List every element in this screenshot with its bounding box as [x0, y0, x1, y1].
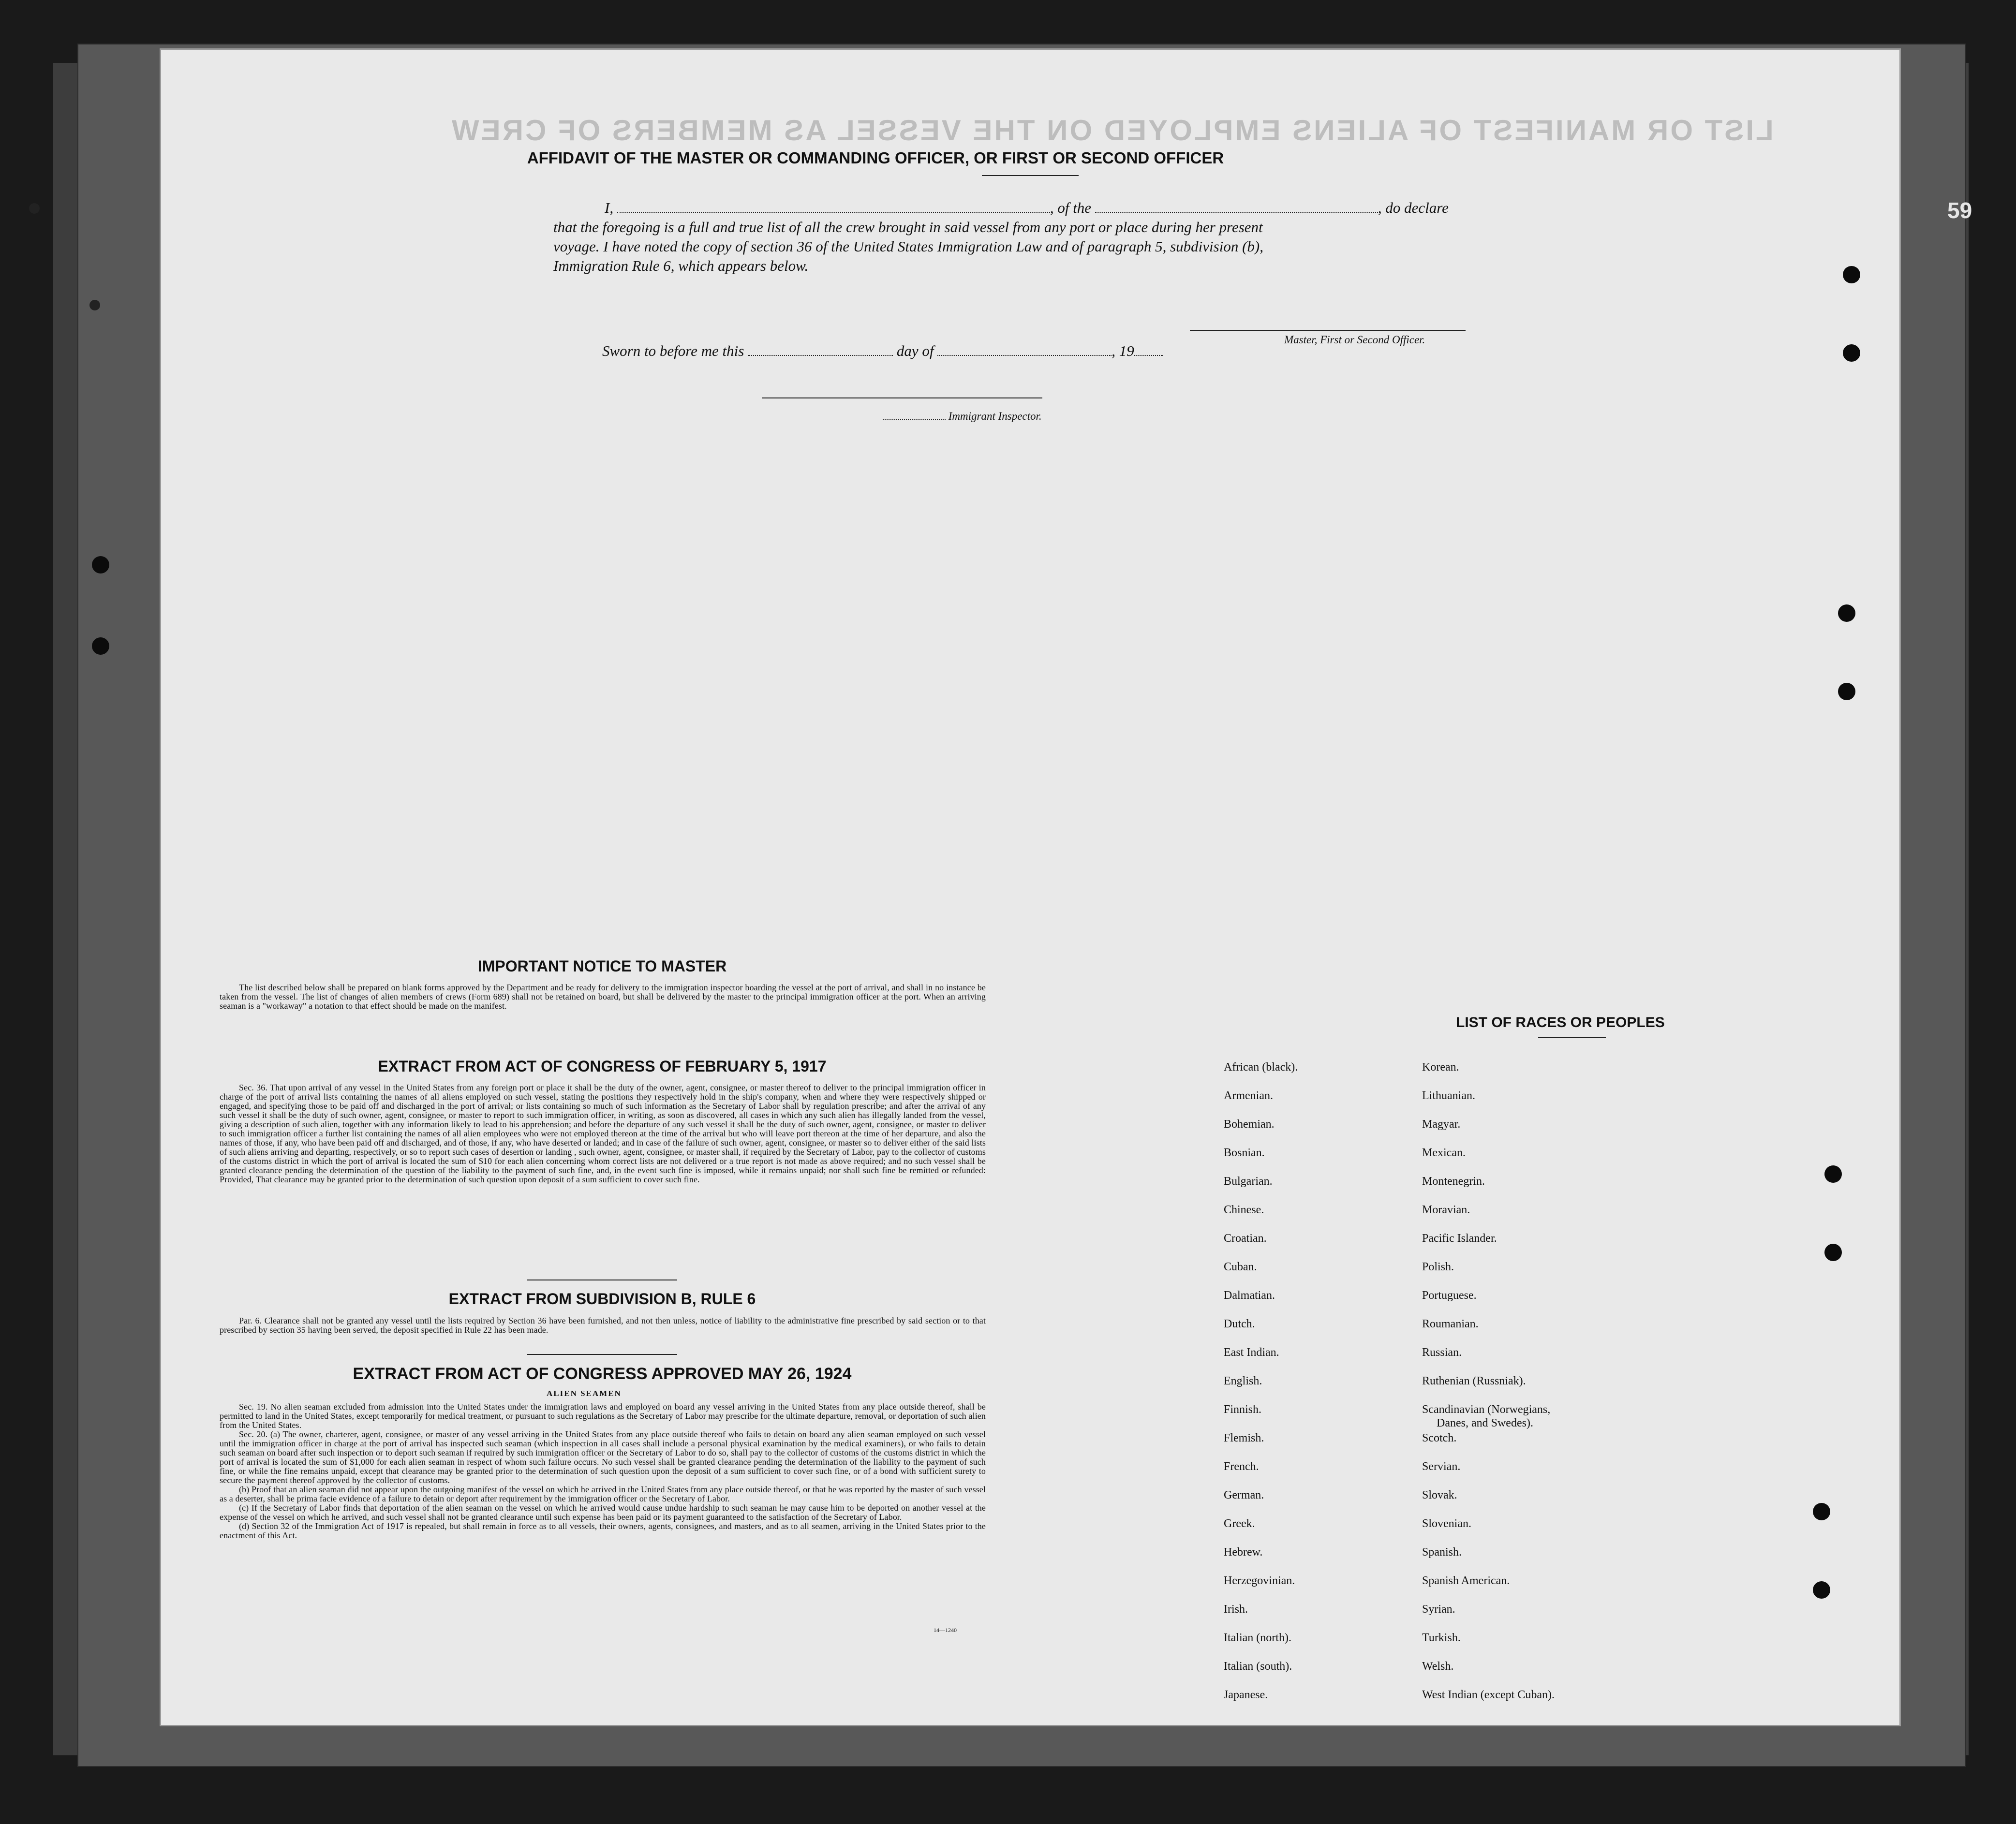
- extract-rule6-text: Par. 6. Clearance shall not be granted any vessel until the lists required by Section 36 have been furnished, and not then unless, notice of liability to the administrative fine prescribed by said section or to that prescribed by section 35 having been served, the deposit specified in Rule 22 has been made.: [220, 1316, 986, 1335]
- binder-hole: [1824, 1244, 1842, 1261]
- race-item: Welsh.: [1422, 1660, 1454, 1673]
- race-item: Portuguese.: [1422, 1289, 1477, 1302]
- race-item: Bohemian.: [1224, 1118, 1275, 1131]
- race-item: Magyar.: [1422, 1118, 1461, 1131]
- race-item: Pacific Islander.: [1422, 1232, 1497, 1245]
- notice-title: IMPORTANT NOTICE TO MASTER: [477, 957, 727, 975]
- binder-hole: [1843, 344, 1860, 362]
- notice-text: The list described below shall be prepared on blank forms approved by the Department and be ready for delivery to the immigration inspector boarding the vessel at the port of arrival, and shall in no instance be taken from the vessel. The list of changes of alien members of crews (Form 689) shall not be retained on board, but shall be delivered by the master to the principal immigration officer at the port. When an arriving seaman is a "workaway" a notation to that effect should be made on the manifest.: [220, 983, 986, 1011]
- extract-1917-title: EXTRACT FROM ACT OF CONGRESS OF FEBRUARY 5, 1917: [378, 1058, 827, 1075]
- inspector-caption: Immigrant Inspector.: [883, 410, 1042, 423]
- binder-hole: [92, 556, 109, 574]
- affidavit-title: AFFIDAVIT OF THE MASTER OR COMMANDING OFFICER, OR FIRST OR SECOND OFFICER: [527, 149, 1224, 167]
- binder-hole: [1838, 604, 1855, 622]
- race-item: Flemish.: [1224, 1432, 1264, 1444]
- race-item: Spanish American.: [1422, 1574, 1510, 1587]
- race-item: West Indian (except Cuban).: [1422, 1689, 1555, 1701]
- binder-hole: [1824, 1165, 1842, 1183]
- race-item: Chinese.: [1224, 1204, 1264, 1216]
- race-item: Bosnian.: [1224, 1147, 1265, 1159]
- race-item: Slovenian.: [1422, 1517, 1471, 1530]
- race-item: Italian (north).: [1224, 1632, 1291, 1644]
- races-right-column: [1422, 1061, 1555, 1717]
- race-item: Finnish.: [1224, 1403, 1262, 1416]
- race-item: Lithuanian.: [1422, 1089, 1475, 1102]
- race-item: Herzegovinian.: [1224, 1574, 1295, 1587]
- race-item: Greek.: [1224, 1517, 1255, 1530]
- title-underline: [982, 175, 1079, 176]
- binder-hole: [1813, 1581, 1830, 1599]
- race-item: Hebrew.: [1224, 1546, 1263, 1559]
- extract-rule6-title: EXTRACT FROM SUBDIVISION B, RULE 6: [448, 1290, 756, 1308]
- race-item: Slovak.: [1422, 1489, 1457, 1501]
- race-item: Spanish.: [1422, 1546, 1462, 1559]
- sworn-line: Sworn to before me this day of , 19: [602, 342, 1163, 360]
- affidavit-line-4: Immigration Rule 6, which appears below.: [553, 257, 809, 274]
- race-item: Mexican.: [1422, 1147, 1466, 1159]
- race-item: Croatian.: [1224, 1232, 1267, 1245]
- race-item: Polish.: [1422, 1261, 1454, 1273]
- master-signature-line: [1190, 330, 1466, 331]
- race-item: Korean.: [1422, 1061, 1459, 1074]
- binder-hole: [1843, 266, 1860, 283]
- race-item: Japanese.: [1224, 1689, 1268, 1701]
- race-item: African (black).: [1224, 1061, 1298, 1074]
- race-item: Cuban.: [1224, 1261, 1257, 1273]
- race-item: Russian.: [1422, 1346, 1462, 1359]
- master-caption: Master, First or Second Officer.: [1284, 334, 1425, 346]
- race-item-continuation: Danes, and Swedes).: [1437, 1417, 1533, 1429]
- race-item: Scandinavian (Norwegians,: [1422, 1403, 1551, 1416]
- binder-hole: [29, 203, 40, 214]
- race-item: Servian.: [1422, 1460, 1461, 1473]
- race-item: Ruthenian (Russniak).: [1422, 1375, 1526, 1387]
- race-item: Syrian.: [1422, 1603, 1455, 1616]
- race-item: Turkish.: [1422, 1632, 1461, 1644]
- race-item: Moravian.: [1422, 1204, 1470, 1216]
- race-item: English.: [1224, 1375, 1262, 1387]
- inspector-signature-line: [762, 397, 1042, 398]
- bleed-through-text: LIST OR MANIFEST OF ALIENS EMPLOYED ON THE VESSEL AS MEMBERS OF CREW: [450, 114, 1774, 147]
- binder-hole: [1813, 1503, 1830, 1520]
- extract-1924-text: Sec. 19. No alien seaman excluded from admission into the United States under the immigration laws and employed on board any vessel arriving in the United States from any place outside thereof, shall be permitted to land in the United States, except temporarily for medical treatment, or pursuant to such regulations as the Secretary of Labor may prescribe for the ultimate departure, removal, or deportation of such alien from the United States. Sec. 20. (a) The owner, charterer, agent, consignee, or master of any vessel arriving in the United States from any place outside thereof who fails to detain on board any alien seaman employed on such vessel until the immigration officer in charge at the port of arrival has inspected such seaman (which inspection in all cases shall include a personal physical examination by the medical examiners), or who fails to detain such seaman on board after such inspection or to deport such seaman if required by such immigration officer or the Secretary of Labor to do so, shall pay to the collector of customs of the customs district in which the port of arrival is located the sum of $1,000 for each alien seaman in respect of whom such failure occurs. No such vessel shall be granted clearance pending the determination of the liability to the payment of such fine, or while the fine remains unpaid, except that clearance may be granted prior to the determination of such question upon the deposit of a sum sufficient to cover such fine, or of a bond with sufficient surety to secure the payment thereof approved by the collector of customs. (b) Proof that an alien seaman did not appear upon the outgoing manifest of the vessel on which he arrived in the United States from any place outside thereof, or that he was reported by the master of such vessel as a deserter, shall be prima facie evidence of a failure to detain or deport after requirement by the immigration officer or the Secretary of Labor. (c) If the Secretary of Labor finds that deportation of the alien seaman on the vessel on which he arrived would cause undue hardship to such seaman he may cause him to be deported on another vessel at the expense of the vessel on which he arrived, and such vessel shall not be granted clearance until such expense has been paid or its payment guaranteed to the satisfaction of the Secretary of Labor. (d) Section 32 of the Immigration Act of 1917 is repealed, but shall remain in force as to all vessels, their owners, agents, consignees, and masters, and as to all seamen, arriving in the United States prior to the enactment of this Act.: [220, 1402, 986, 1540]
- race-item: Scotch.: [1422, 1432, 1457, 1444]
- race-item: Roumanian.: [1422, 1318, 1479, 1330]
- race-item: Dutch.: [1224, 1318, 1255, 1330]
- extract-1917-text: Sec. 36. That upon arrival of any vessel in the United States from any foreign port or place it shall be the duty of the owner, agent, consignee, or master thereof to deliver to the principal immigration officer in charge of the port of arrival lists containing the names of all aliens employed on such vessel, stating the positions they respectively hold in the ship's company, when and where they were respectively shipped or engaged, and specifying those to be paid off and discharged in the port of arrival; or lists containing so much of such information as the Secretary of Labor shall by regulation prescribe; and after the arrival of any such vessel it shall be the duty of such owner, agent, consignee, or master to report to such immigration officer, in writing, as soon as discovered, all cases in which any such alien has illegally landed from the vessel, giving a description of such alien, together with any information likely to lead to his apprehension; and before the departure of any such vessel it shall be the duty of such owner, agent, consignee, or master to deliver to such immigration officer a further list containing the names of all alien employees who were not employed thereon at the time of the arrival but who will leave port thereon at the time of her departure, and also the names of those, if any, who have been paid off and discharged, and of those, if any, who have deserted or landed; and in case of the failure of such owner, agent, consignee, or master so to deliver either of the said lists of such aliens arriving and departing, respectively, or so to report such cases of desertion or landing , such owner, agent, consignee, or master shall, if required by the Secretary of Labor, pay to the collector of customs of the customs district in which the port of arrival is located the sum of $10 for each alien concerning whom correct lists are not delivered or a true report is not made as above required; and no such vessel shall be granted clearance pending the determination of the question of the liability to the payment of such fine, and, in the event such fine is imposed, while it remains unpaid; nor shall such fine be remitted or refunded: Provided, That clearance may be granted prior to the determination of such question upon deposit of a sum sufficient to cover such fine.: [220, 1083, 986, 1184]
- alien-seamen-subtitle: ALIEN SEAMEN: [547, 1389, 622, 1398]
- race-item: Bulgarian.: [1224, 1175, 1273, 1188]
- race-item: Armenian.: [1224, 1089, 1273, 1102]
- divider: [527, 1354, 677, 1355]
- affidavit-line-2: that the foregoing is a full and true list of all the crew brought in said vessel from any port or place during her present: [553, 219, 1263, 235]
- binder-hole: [1838, 683, 1855, 700]
- races-title: LIST OF RACES OR PEOPLES: [1456, 1015, 1665, 1030]
- race-item: German.: [1224, 1489, 1264, 1501]
- race-item: Italian (south).: [1224, 1660, 1292, 1673]
- race-item: East Indian.: [1224, 1346, 1279, 1359]
- race-item: Montenegrin.: [1422, 1175, 1485, 1188]
- races-title-underline: [1538, 1037, 1606, 1038]
- affidavit-line-3: voyage. I have noted the copy of section 36 of the United States Immigration Law and of paragraph 5, subdivision (b),: [553, 238, 1263, 255]
- affidavit-declaration-line: I, , of the , do declare: [605, 199, 1449, 216]
- extract-1924-title: EXTRACT FROM ACT OF CONGRESS APPROVED MAY 26, 1924: [353, 1365, 852, 1383]
- races-left-column: [1224, 1061, 1298, 1717]
- form-code: 14—1240: [934, 1627, 957, 1633]
- document-page: [160, 48, 1901, 1726]
- binder-hole: [89, 300, 100, 310]
- page-number: 59: [1947, 198, 1972, 223]
- binder-hole: [92, 637, 109, 655]
- race-item: Irish.: [1224, 1603, 1248, 1616]
- race-item: French.: [1224, 1460, 1259, 1473]
- race-item: Dalmatian.: [1224, 1289, 1275, 1302]
